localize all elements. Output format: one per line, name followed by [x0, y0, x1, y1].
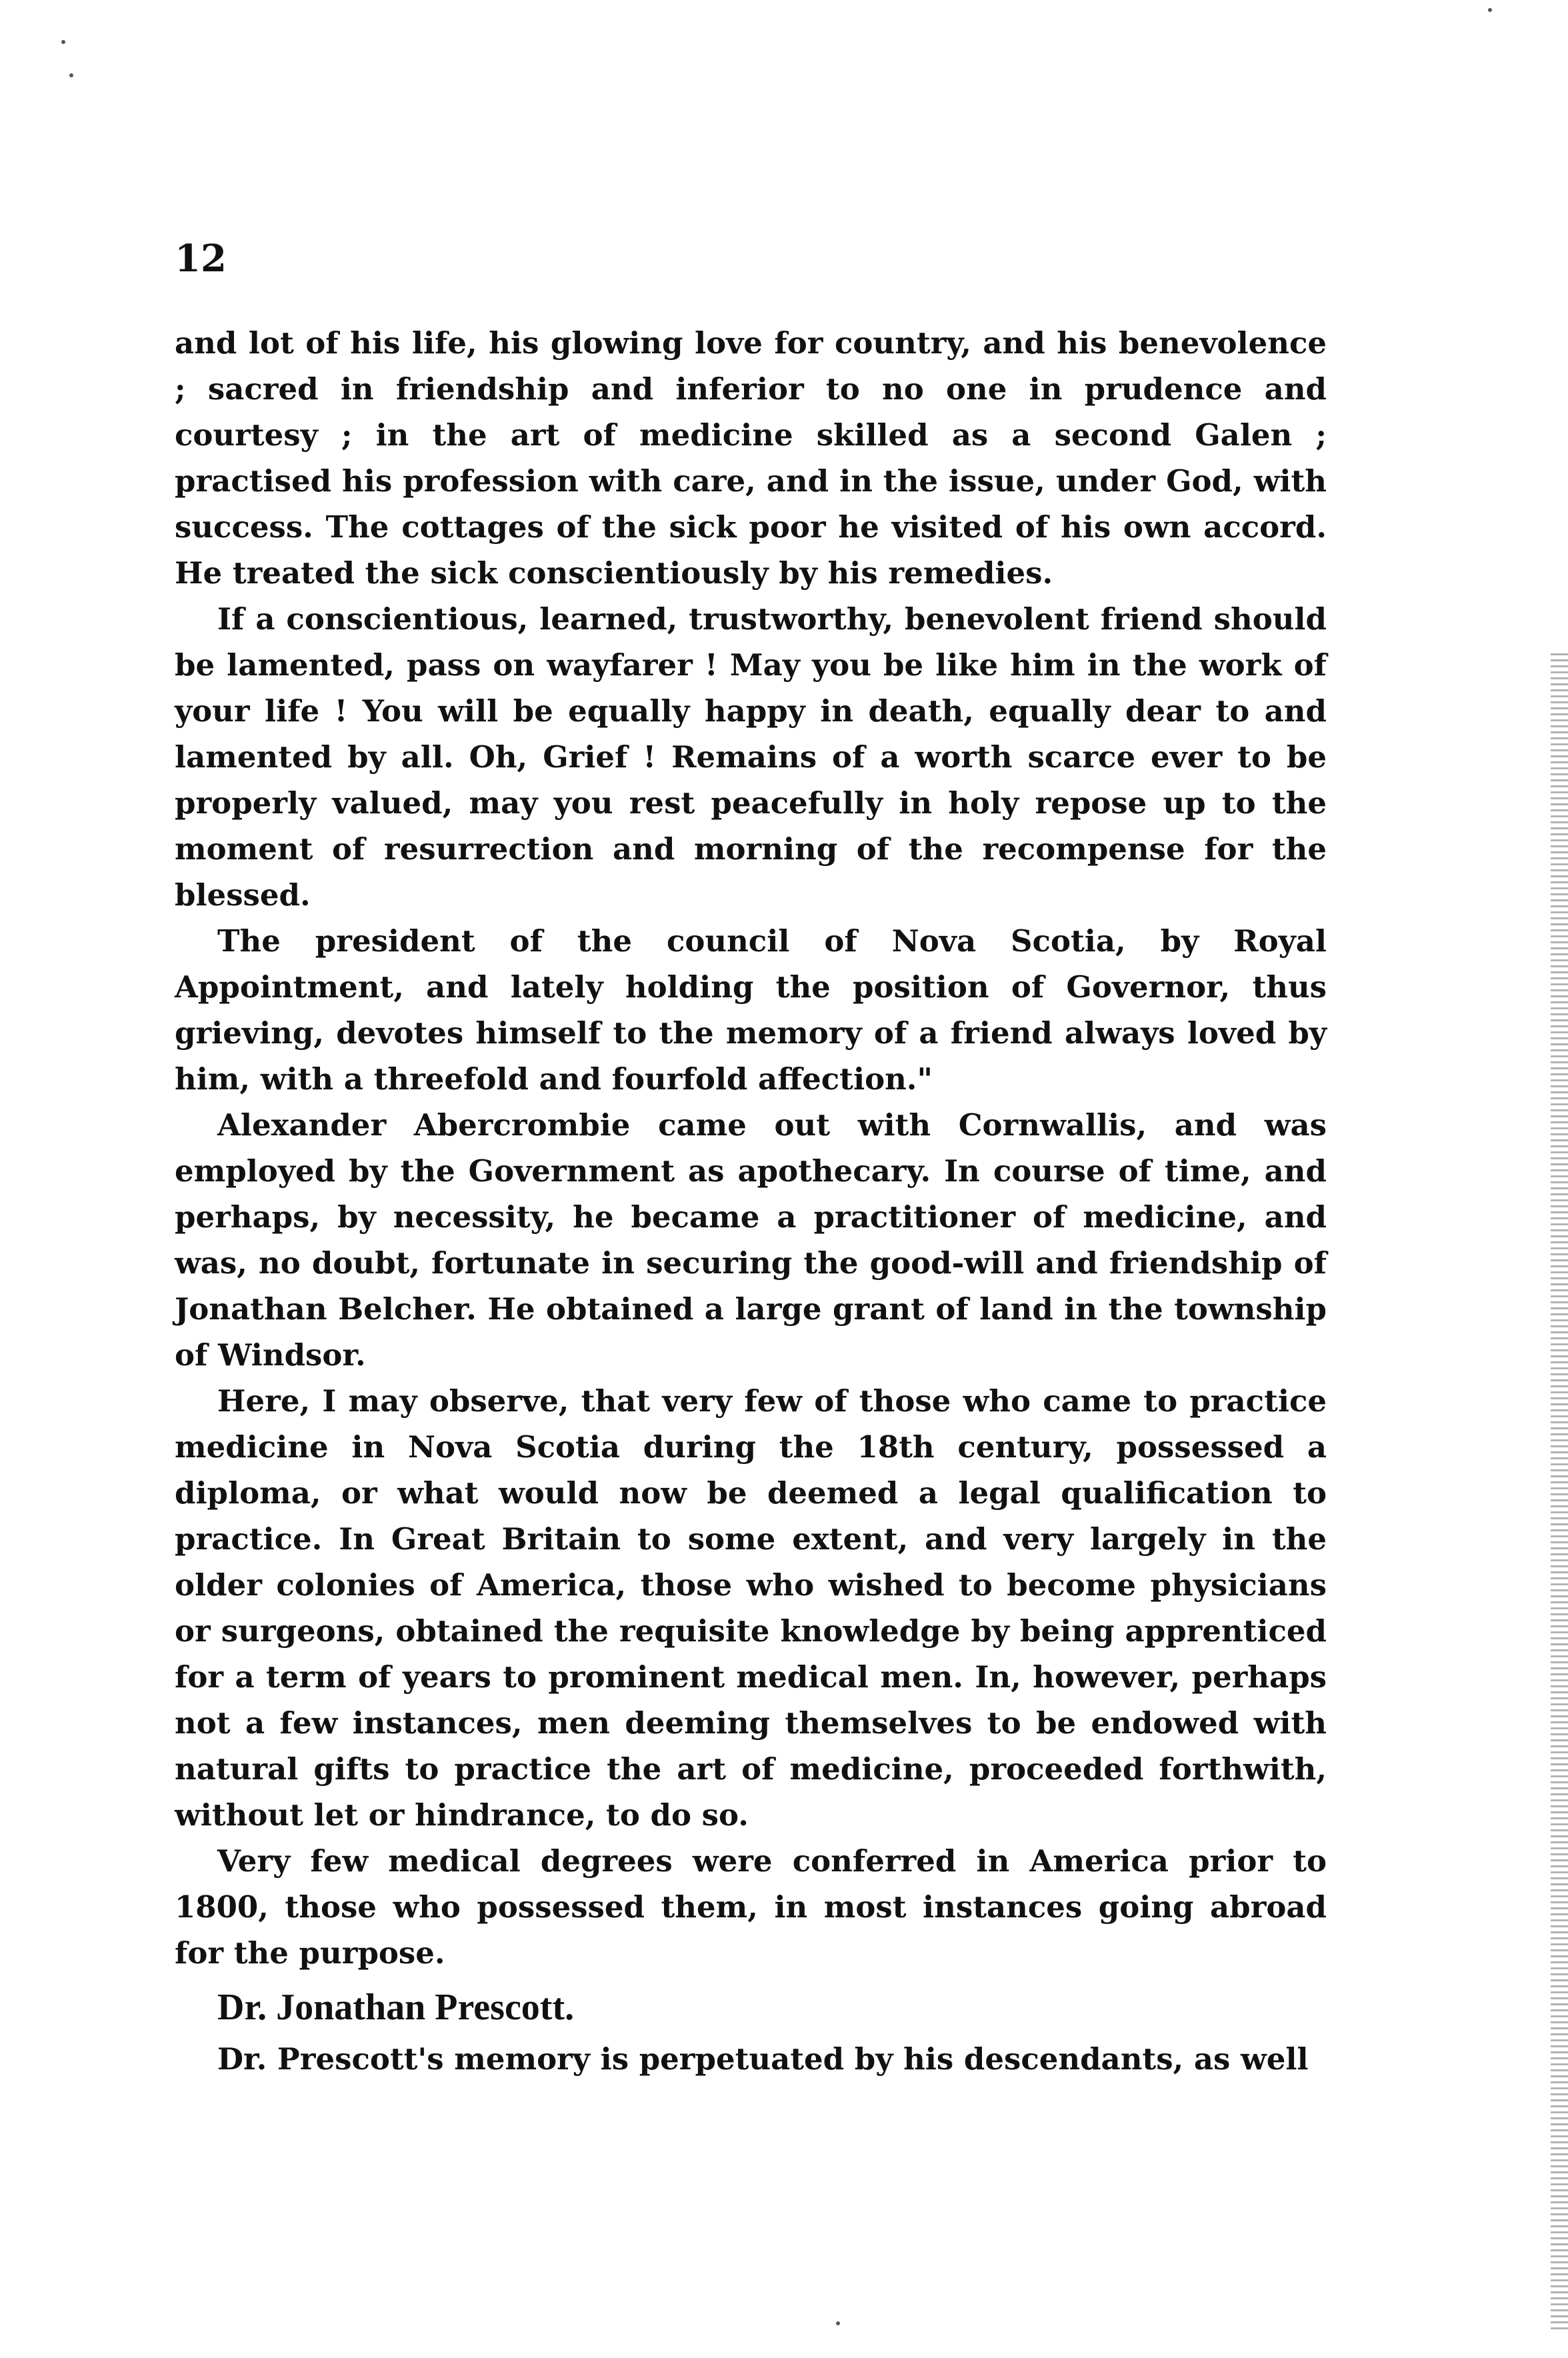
scan-speck [61, 40, 65, 44]
paragraph-6: Very few medical degrees were conferred in America prior to 1800, those who possessed them, in most instances going abroad for the purpose. [175, 1843, 1327, 1971]
paragraph-3: The president of the council of Nova Scotia, by Royal Appointment, and lately holding the position of Governor, thus grieving, devotes himself to the memory of a friend always loved by him, with a threefold and fourfold affection." [175, 923, 1327, 1097]
paragraph-2: If a conscientious, learned, trustworthy, benevolent friend should be lamented, pass on wayfarer ! May you be like him in the work of your life ! You will be equally happy in death, equally dear to and lamented by all. Oh, Grief ! Remains of a worth scarce ever to be properly valued, may you rest peacefully in holy repose up to the moment of resurrection and morning of the recompense for the blessed. [175, 601, 1327, 913]
section-heading: Dr. Jonathan Prescott. [217, 1987, 575, 2028]
scan-edge-artifact [1551, 653, 1568, 2333]
paragraph-1: and lot of his life, his glowing love for country, and his benevolence ; sacred in friendship and inferior to no one in prudence and courtesy ; in the art of medicine skilled as a second Galen ; practised his profession with care, and in the issue, under God, with success. The cottages of the sick poor he visited of his own accord. He treated the sick conscientiously by his remedies. [175, 325, 1327, 591]
scan-speck [69, 73, 73, 77]
body-text [175, 320, 1327, 2082]
page-number: 12 [175, 237, 227, 281]
paragraph-4: Alexander Abercrombie came out with Cornwallis, and was employed by the Government as apothecary. In course of time, and perhaps, by necessity, he became a practitioner of medicine, and was, no doubt, fortunate in securing the good-will and friendship of Jonathan Belcher. He obtained a large grant of land in the township of Windsor. [175, 1107, 1327, 1373]
scan-speck [836, 2321, 840, 2325]
scan-speck [1488, 8, 1492, 12]
paragraph-7: Dr. Prescott's memory is perpetuated by his descendants, as well [217, 2041, 1309, 2077]
paragraph-5: Here, I may observe, that very few of those who came to practice medicine in Nova Scotia during the 18th century, possessed a diploma, or what would now be deemed a legal qualification to practice. In Great Britain to some extent, and very largely in the older colonies of America, those who wished to become physicians or surgeons, obtained the requisite knowledge by being apprenticed for a term of years to prominent medical men. In, however, perhaps not a few instances, men deeming themselves to be endowed with natural gifts to practice the art of medicine, proceeded forthwith, without let or hindrance, to do so. [175, 1383, 1327, 1833]
